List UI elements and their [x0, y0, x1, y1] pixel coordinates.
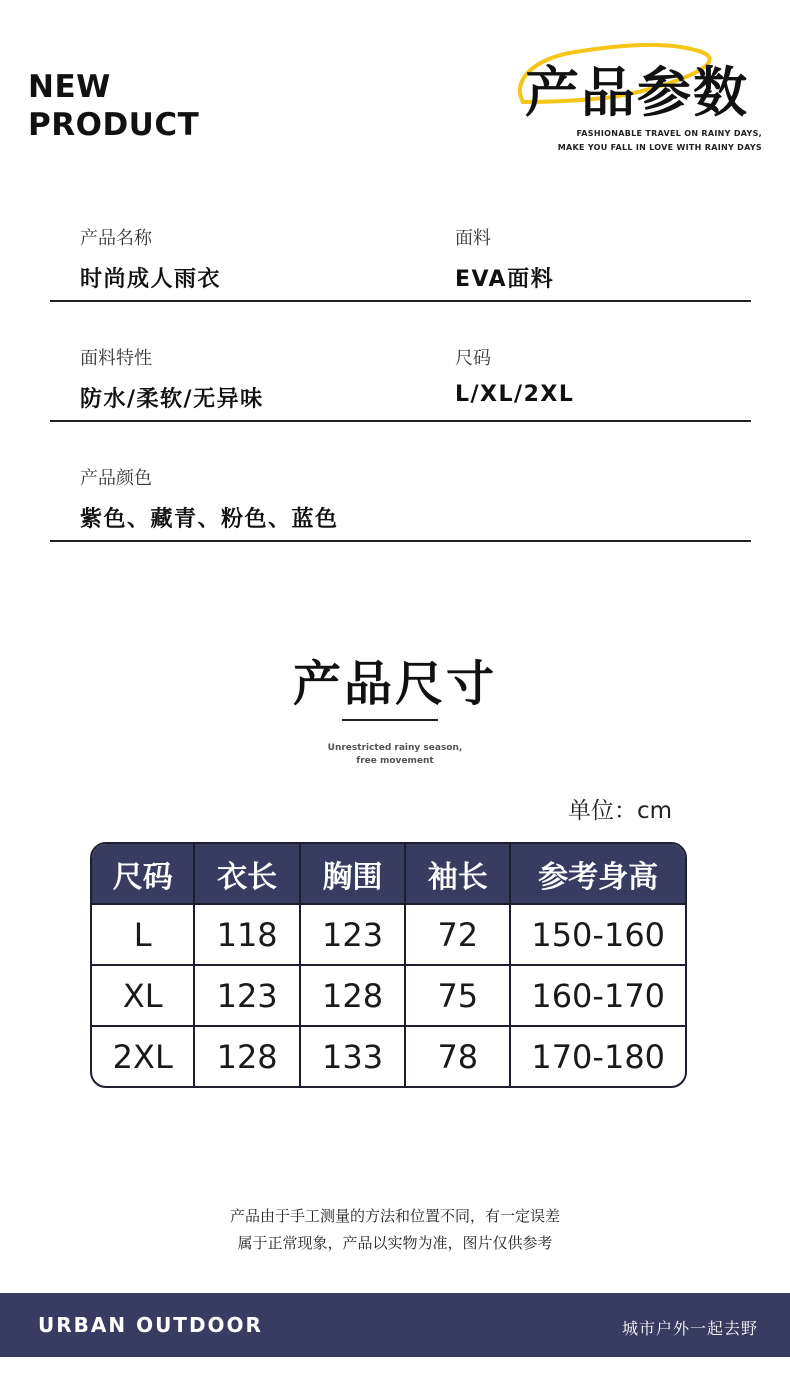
- subtitle-line1: FASHIONABLE TRAVEL ON RAINY DAYS,: [576, 129, 762, 138]
- table-cell: 133: [301, 1027, 406, 1086]
- param-label: 面料特性: [80, 348, 152, 369]
- footer-bar: [0, 1293, 790, 1357]
- new-product-label: [28, 68, 199, 144]
- page-subtitle: [558, 127, 762, 155]
- param-value: L/XL/2XL: [455, 382, 575, 407]
- param-row-3: [50, 420, 751, 542]
- table-cell: 160-170: [511, 966, 685, 1027]
- size-table: [90, 842, 687, 1088]
- table-cell: 78: [406, 1027, 511, 1086]
- param-row-2: [50, 300, 751, 422]
- unit-label: 单位：cm: [567, 798, 672, 824]
- size-section-title: 产品尺寸: [292, 656, 497, 712]
- size-section-subtitle: [0, 742, 790, 768]
- table-cell: 128: [195, 1027, 300, 1086]
- param-label: 尺码: [455, 348, 491, 369]
- table-cell: 2XL: [92, 1027, 195, 1086]
- size-title-underline: [342, 719, 438, 721]
- param-value: 紫色、藏青、粉色、蓝色: [80, 507, 339, 532]
- table-row: [92, 1027, 685, 1086]
- page-title-block: [505, 40, 775, 124]
- param-value: 时尚成人雨衣: [80, 267, 222, 292]
- footer-brand: URBAN OUTDOOR: [38, 1313, 263, 1337]
- subtitle-line2: MAKE YOU FALL IN LOVE WITH RAINY DAYS: [557, 143, 762, 152]
- table-cell: 72: [406, 905, 511, 966]
- note-line2: 属于正常现象，产品以实物为准，图片仅供参考: [237, 1234, 553, 1252]
- table-cell: 123: [195, 966, 300, 1027]
- new-product-line1: NEW: [28, 69, 111, 105]
- size-sub-line1: Unrestricted rainy season,: [327, 743, 463, 753]
- table-cell: 75: [406, 966, 511, 1027]
- param-product-name: [80, 224, 221, 293]
- size-table-header: [92, 844, 685, 905]
- header-cell: 参考身高: [511, 844, 685, 905]
- table-cell: 170-180: [531, 1037, 666, 1076]
- new-product-line2: PRODUCT: [28, 107, 200, 143]
- param-label: 产品名称: [80, 228, 152, 249]
- param-value: EVA面料: [455, 267, 555, 292]
- size-sub-line2: free movement: [356, 756, 434, 766]
- param-label: 产品颜色: [80, 468, 152, 489]
- param-value: 防水/柔软/无异味: [80, 387, 264, 412]
- param-row-1: [50, 180, 751, 302]
- param-fabric-features: [80, 344, 264, 413]
- table-row: [92, 966, 685, 1027]
- page-title: 产品参数: [525, 61, 749, 124]
- header-cell: 袖长: [406, 844, 511, 905]
- table-row: [92, 905, 685, 966]
- param-colors: [80, 464, 339, 533]
- table-cell: 118: [195, 905, 300, 966]
- header-cell: 衣长: [195, 844, 300, 905]
- table-cell: XL: [92, 966, 195, 1027]
- param-label: 面料: [455, 228, 491, 249]
- header-cell: 尺码: [92, 844, 195, 905]
- disclaimer-note: [0, 1203, 790, 1257]
- table-cell: 150-160: [511, 905, 685, 966]
- param-fabric: [455, 224, 554, 293]
- param-size: [455, 344, 574, 407]
- table-cell: 123: [301, 905, 406, 966]
- note-line1: 产品由于手工测量的方法和位置不同，有一定误差: [229, 1207, 560, 1225]
- table-cell: L: [92, 905, 195, 966]
- table-cell: 128: [301, 966, 406, 1027]
- header-cell: 胸围: [301, 844, 406, 905]
- footer-slogan: 城市户外一起去野: [621, 1319, 758, 1338]
